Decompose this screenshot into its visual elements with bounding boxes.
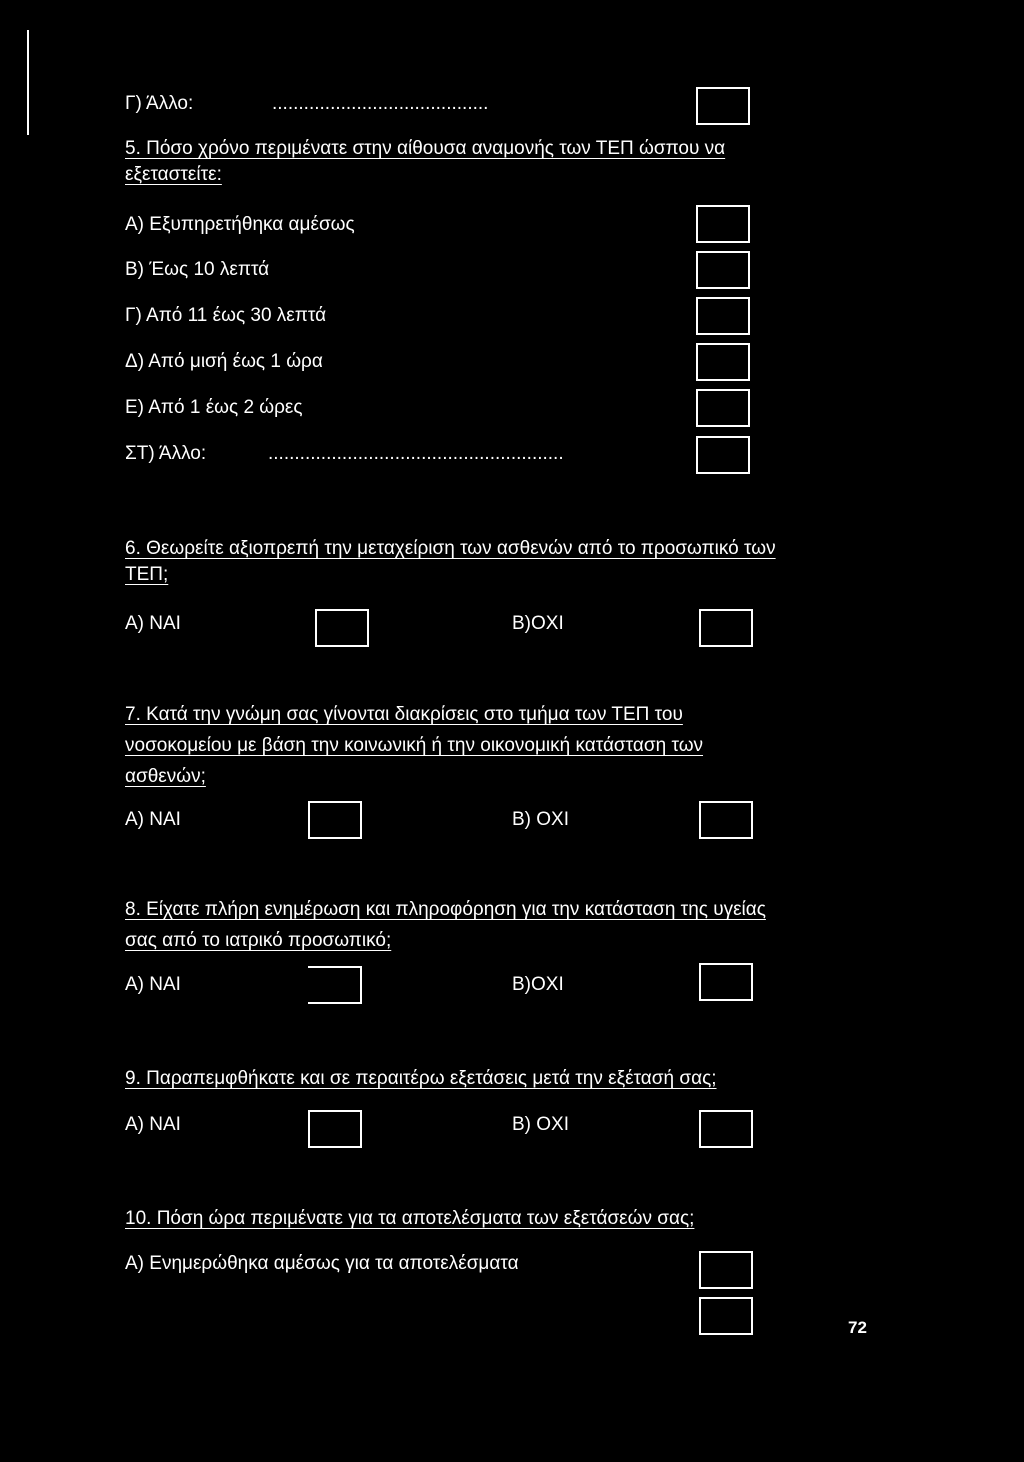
page-number: 72 [848, 1318, 867, 1337]
q9-yes-checkbox[interactable] [308, 1110, 362, 1148]
q5-option-b-checkbox[interactable] [696, 251, 750, 289]
q7-no-checkbox[interactable] [699, 801, 753, 839]
q5-option-b: Β) Έως 10 λεπτά [125, 259, 270, 280]
q5-option-d-checkbox[interactable] [696, 343, 750, 381]
q6-title-line1: 6. Θεωρείτε αξιοπρεπή την μεταχείριση των ασθενών από το προσωπικό των [125, 538, 776, 559]
q5-option-c-checkbox[interactable] [696, 297, 750, 335]
q8-title-line1: 8. Είχατε πλήρη ενημέρωση και πληροφόρηση για την κατάσταση της υγείας [125, 899, 766, 920]
q6-no-checkbox[interactable] [699, 609, 753, 647]
q8-title-line2: σας από το ιατρικό προσωπικό; [125, 930, 392, 951]
q4-other-checkbox[interactable] [696, 87, 750, 125]
q9-no-checkbox[interactable] [699, 1110, 753, 1148]
q5-option-other: ΣΤ) Άλλο: [125, 443, 207, 464]
q5-title-line1: 5. Πόσο χρόνο περιμένατε στην αίθουσα αναμονής των ΤΕΠ ώσπου να [125, 138, 726, 159]
q5-option-d: Δ) Από μισή έως 1 ώρα [125, 351, 323, 372]
q7-title-line2: νοσοκομείου με βάση την κοινωνική ή την οικονομική κατάσταση των [125, 735, 704, 756]
q10-option-a: Α) Ενημερώθηκα αμέσως για τα αποτελέσματα [125, 1253, 519, 1274]
q10-title: 10. Πόση ώρα περιμένατε για τα αποτελέσματα των εξετάσεών σας; [125, 1208, 695, 1229]
q7-title-line3: ασθενών; [125, 766, 206, 787]
q10-option-b-checkbox[interactable] [699, 1297, 753, 1335]
q7-no-label: Β) ΟΧΙ [512, 809, 570, 830]
q8-yes-label: Α) ΝΑΙ [125, 974, 181, 995]
q9-yes-label: Α) ΝΑΙ [125, 1114, 181, 1135]
q7-yes-label: Α) ΝΑΙ [125, 809, 181, 830]
q8-yes-checkbox[interactable] [308, 966, 362, 1004]
q6-no-label: Β)ΟΧΙ [512, 613, 564, 634]
q8-no-checkbox[interactable] [699, 963, 753, 1001]
q6-yes-label: Α) ΝΑΙ [125, 613, 181, 634]
q4-other-label: Γ) Άλλο: [125, 93, 194, 114]
q6-yes-checkbox[interactable] [315, 609, 369, 647]
q4-other-dots: ......................................... [272, 93, 489, 114]
margin-line [27, 30, 29, 135]
q9-no-label: Β) ΟΧΙ [512, 1114, 570, 1135]
q7-yes-checkbox[interactable] [308, 801, 362, 839]
q5-other-dots: ........................................................ [268, 443, 564, 464]
q5-option-c: Γ) Από 11 έως 30 λεπτά [125, 305, 327, 326]
q5-title-line2: εξεταστείτε: [125, 164, 222, 185]
q7-title-line1: 7. Κατά την γνώμη σας γίνονται διακρίσεις στο τμήμα των ΤΕΠ του [125, 704, 683, 725]
q6-title-line2: ΤΕΠ; [125, 564, 169, 585]
q5-option-e-checkbox[interactable] [696, 389, 750, 427]
q9-title: 9. Παραπεμφθήκατε και σε περαιτέρω εξετάσεις μετά την εξέτασή σας; [125, 1068, 717, 1089]
q8-no-label: Β)ΟΧΙ [512, 974, 564, 995]
q5-option-e: Ε) Από 1 έως 2 ώρες [125, 397, 303, 418]
q5-option-other-checkbox[interactable] [696, 436, 750, 474]
q5-option-a-checkbox[interactable] [696, 205, 750, 243]
q10-option-a-checkbox[interactable] [699, 1251, 753, 1289]
q5-option-a: Α) Εξυπηρετήθηκα αμέσως [125, 214, 355, 235]
